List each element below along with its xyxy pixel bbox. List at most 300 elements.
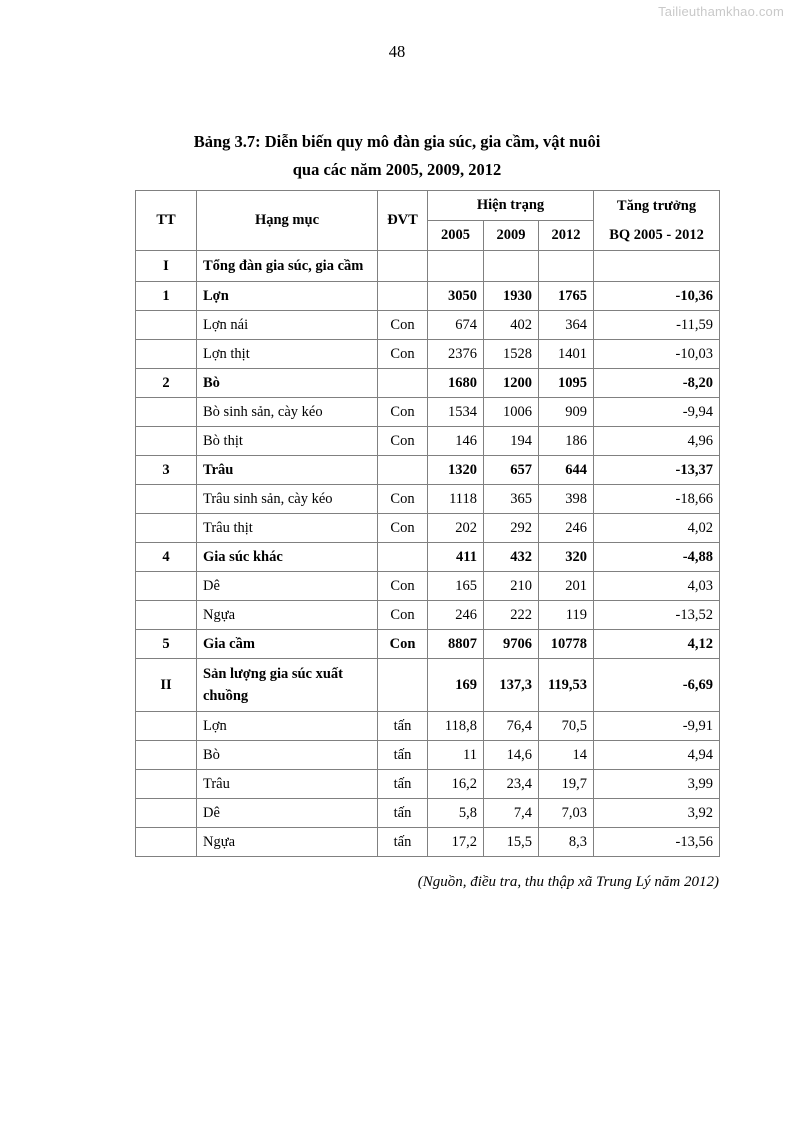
- cell-y2009-text: 402: [510, 317, 532, 333]
- cell-y2012-text: 7,03: [561, 805, 588, 821]
- cell-growth: [594, 572, 720, 601]
- cell-y2012-text: [539, 262, 593, 270]
- cell-y2009: [484, 659, 539, 712]
- cell-tt: [136, 427, 197, 456]
- cell-item: [197, 398, 378, 427]
- cell-growth-text: 4,03: [687, 578, 714, 594]
- cell-y2005-text: 146: [455, 433, 477, 449]
- table-row: [136, 601, 720, 630]
- livestock-table-container: [135, 190, 719, 857]
- cell-y2009-text: 137,3: [499, 677, 532, 693]
- cell-growth: [594, 340, 720, 369]
- cell-dvt: [378, 485, 428, 514]
- cell-y2005-text: 202: [455, 520, 477, 536]
- cell-growth-text: [594, 262, 719, 270]
- cell-y2012: [539, 282, 594, 311]
- cell-tt-text: [136, 524, 196, 532]
- cell-tt-text: [136, 321, 196, 329]
- cell-item-text: Sản lượng gia súc xuất chuồng: [203, 666, 344, 704]
- table-row: [136, 251, 720, 282]
- cell-growth-text: -11,59: [676, 317, 714, 333]
- cell-item-text: Gia súc khác: [203, 549, 283, 565]
- table-row: [136, 572, 720, 601]
- cell-y2012-text: 186: [565, 433, 588, 449]
- cell-tt: [136, 543, 197, 572]
- cell-y2009-text: 432: [510, 549, 532, 565]
- cell-dvt-text: tấn: [393, 776, 412, 792]
- cell-y2005-text: 3050: [448, 288, 477, 304]
- cell-dvt: [378, 630, 428, 659]
- cell-growth-text: -13,56: [675, 834, 714, 850]
- cell-dvt-text: tấn: [393, 834, 412, 850]
- cell-dvt-text: [378, 681, 427, 689]
- cell-y2009-text: 1006: [503, 404, 532, 420]
- cell-y2009-text: [484, 262, 538, 270]
- cell-y2009-text: 9706: [503, 636, 532, 652]
- table-row: [136, 282, 720, 311]
- cell-growth-text: -8,20: [682, 375, 714, 391]
- cell-growth: [594, 741, 720, 770]
- cell-dvt-text: tấn: [393, 718, 412, 734]
- table-row: [136, 712, 720, 741]
- cell-y2009: [484, 251, 539, 282]
- cell-growth-text: 4,94: [687, 747, 714, 763]
- cell-y2012: [539, 741, 594, 770]
- cell-y2012-text: 364: [565, 317, 588, 333]
- cell-y2009: [484, 369, 539, 398]
- cell-item: [197, 601, 378, 630]
- cell-tt-text: [136, 751, 196, 759]
- table-row: [136, 741, 720, 770]
- cell-y2012: [539, 514, 594, 543]
- cell-y2005: [428, 485, 484, 514]
- cell-item-text: Dê: [203, 805, 220, 821]
- cell-y2012-text: 201: [565, 578, 588, 594]
- cell-y2005: [428, 572, 484, 601]
- cell-y2005: [428, 741, 484, 770]
- table-row: [136, 514, 720, 543]
- cell-y2009: [484, 799, 539, 828]
- cell-y2005: [428, 799, 484, 828]
- cell-growth-text: -9,94: [682, 404, 714, 420]
- cell-dvt: [378, 311, 428, 340]
- cell-y2005: [428, 427, 484, 456]
- cell-dvt: [378, 770, 428, 799]
- cell-dvt-text: Con: [390, 317, 415, 333]
- cell-dvt: [378, 398, 428, 427]
- cell-dvt: [378, 282, 428, 311]
- cell-growth: [594, 770, 720, 799]
- cell-y2012-text: 909: [565, 404, 588, 420]
- cell-y2005: [428, 828, 484, 857]
- cell-y2005-text: 16,2: [451, 776, 477, 792]
- cell-item: [197, 659, 378, 712]
- cell-item-text: Trâu sinh sản, cày kéo: [203, 491, 333, 507]
- cell-y2005-text: 1320: [448, 462, 477, 478]
- cell-y2012-text: 644: [565, 462, 588, 478]
- header-growth-line-1: Tăng trưởng: [616, 197, 697, 214]
- cell-growth-text: -18,66: [675, 491, 714, 507]
- cell-y2005-text: 169: [455, 677, 477, 693]
- cell-y2009: [484, 601, 539, 630]
- cell-dvt: [378, 251, 428, 282]
- cell-y2005-text: 1680: [448, 375, 477, 391]
- site-watermark: Tailieuthamkhao.com: [658, 4, 784, 19]
- header-growth-line-2: BQ 2005 - 2012: [609, 226, 704, 243]
- cell-y2009-text: 7,4: [513, 805, 532, 821]
- cell-y2009: [484, 311, 539, 340]
- cell-growth: [594, 282, 720, 311]
- cell-dvt-text: Con: [390, 578, 415, 594]
- cell-y2012: [539, 543, 594, 572]
- cell-y2009: [484, 712, 539, 741]
- cell-tt: [136, 485, 197, 514]
- cell-growth-text: -10,03: [675, 346, 714, 362]
- cell-tt: [136, 799, 197, 828]
- cell-tt-text: [136, 582, 196, 590]
- table-row: [136, 770, 720, 799]
- cell-dvt-text: Con: [390, 433, 415, 449]
- cell-growth-text: -9,91: [682, 718, 714, 734]
- cell-tt: [136, 369, 197, 398]
- header-tt-label: TT: [156, 212, 176, 228]
- cell-y2005-text: 1118: [449, 491, 477, 507]
- cell-y2005-text: 5,8: [458, 805, 477, 821]
- cell-tt-text: 4: [162, 549, 170, 565]
- cell-item: [197, 456, 378, 485]
- cell-y2005: [428, 311, 484, 340]
- cell-growth-text: 4,02: [687, 520, 714, 536]
- cell-growth-text: -13,37: [675, 462, 714, 478]
- cell-dvt-text: tấn: [393, 805, 412, 821]
- cell-item: [197, 543, 378, 572]
- cell-y2005: [428, 712, 484, 741]
- table-title-line-1: Bảng 3.7: Diễn biến quy mô đàn gia súc, gia cầm, vật nuôi: [193, 132, 601, 151]
- cell-dvt-text: Con: [390, 520, 415, 536]
- table-row: [136, 369, 720, 398]
- cell-growth: [594, 659, 720, 712]
- cell-item-text: Bò sinh sản, cày kéo: [203, 404, 323, 420]
- cell-tt-text: 5: [162, 636, 170, 652]
- cell-item: [197, 485, 378, 514]
- table-header-row-1: [136, 191, 720, 221]
- cell-y2005-text: 2376: [448, 346, 477, 362]
- table-body: [136, 251, 720, 857]
- cell-growth: [594, 398, 720, 427]
- cell-y2009-text: 15,5: [506, 834, 532, 850]
- cell-growth: [594, 712, 720, 741]
- table-row: [136, 340, 720, 369]
- cell-dvt: [378, 828, 428, 857]
- cell-y2009: [484, 485, 539, 514]
- header-year-2012-label: 2012: [551, 227, 581, 243]
- cell-y2012-text: 119,53: [547, 677, 588, 693]
- cell-y2005: [428, 770, 484, 799]
- cell-item-text: Bò: [203, 747, 220, 763]
- cell-item-text: Lợn: [203, 718, 227, 734]
- table-row: [136, 456, 720, 485]
- cell-tt-text: [136, 408, 196, 416]
- cell-tt-text: 3: [162, 462, 170, 478]
- cell-y2012-text: 14: [572, 747, 588, 763]
- cell-item-text: Trâu thịt: [203, 520, 253, 536]
- cell-growth-text: 4,96: [687, 433, 714, 449]
- cell-y2009-text: 1930: [503, 288, 532, 304]
- cell-y2012: [539, 712, 594, 741]
- cell-tt: [136, 712, 197, 741]
- cell-y2009-text: 1528: [503, 346, 532, 362]
- cell-tt-text: [136, 809, 196, 817]
- cell-y2012-text: 1765: [558, 288, 588, 304]
- cell-y2012-text: 19,7: [561, 776, 588, 792]
- cell-tt-text: II: [160, 677, 172, 693]
- cell-dvt: [378, 601, 428, 630]
- cell-y2005: [428, 398, 484, 427]
- header-year-2009-label: 2009: [496, 227, 526, 243]
- cell-y2005: [428, 514, 484, 543]
- cell-y2012: [539, 427, 594, 456]
- cell-item-text: Bò thịt: [203, 433, 243, 449]
- page-number: 48: [388, 42, 406, 61]
- cell-dvt: [378, 456, 428, 485]
- cell-tt: [136, 456, 197, 485]
- cell-growth: [594, 369, 720, 398]
- cell-item: [197, 712, 378, 741]
- cell-item: [197, 514, 378, 543]
- cell-item: [197, 282, 378, 311]
- cell-y2005-text: 1534: [448, 404, 477, 420]
- cell-growth-text: -10,36: [675, 288, 714, 304]
- cell-tt: [136, 282, 197, 311]
- cell-growth-text: -4,88: [682, 549, 714, 565]
- header-status-group-label: Hiện trạng: [476, 197, 545, 213]
- cell-item: [197, 251, 378, 282]
- cell-growth-text: -13,52: [675, 607, 714, 623]
- cell-y2009: [484, 427, 539, 456]
- cell-item-text: Gia cầm: [203, 636, 255, 652]
- table-row: [136, 543, 720, 572]
- cell-tt-text: [136, 437, 196, 445]
- cell-y2012: [539, 770, 594, 799]
- cell-y2005-text: 411: [456, 549, 477, 565]
- cell-growth-text: -6,69: [682, 677, 714, 693]
- cell-tt: [136, 340, 197, 369]
- cell-y2009: [484, 282, 539, 311]
- cell-tt-text: [136, 722, 196, 730]
- cell-y2009-text: 76,4: [506, 718, 532, 734]
- cell-tt: [136, 398, 197, 427]
- cell-y2012: [539, 799, 594, 828]
- cell-tt: [136, 311, 197, 340]
- cell-y2012: [539, 485, 594, 514]
- cell-tt-text: 1: [162, 288, 170, 304]
- cell-y2005: [428, 282, 484, 311]
- cell-y2009: [484, 456, 539, 485]
- table-row: [136, 828, 720, 857]
- cell-dvt: [378, 427, 428, 456]
- cell-dvt-text: Con: [390, 491, 415, 507]
- cell-item: [197, 369, 378, 398]
- cell-dvt-text: Con: [390, 346, 415, 362]
- cell-y2012-text: 119: [565, 607, 588, 623]
- header-status-group: [428, 191, 594, 221]
- header-dvt-label: ĐVT: [387, 212, 418, 228]
- header-dvt: [378, 191, 428, 251]
- cell-y2012: [539, 630, 594, 659]
- cell-item-text: Trâu: [203, 462, 234, 478]
- cell-dvt: [378, 572, 428, 601]
- cell-item: [197, 741, 378, 770]
- cell-growth: [594, 828, 720, 857]
- cell-y2012: [539, 340, 594, 369]
- cell-tt: [136, 601, 197, 630]
- cell-dvt: [378, 659, 428, 712]
- cell-y2012: [539, 601, 594, 630]
- cell-item: [197, 770, 378, 799]
- cell-dvt-text: tấn: [393, 747, 412, 763]
- table-row: [136, 311, 720, 340]
- table-title: [0, 128, 794, 184]
- cell-y2012: [539, 659, 594, 712]
- cell-y2009-text: 292: [510, 520, 532, 536]
- cell-dvt: [378, 741, 428, 770]
- cell-tt-text: I: [163, 258, 169, 274]
- cell-y2012: [539, 828, 594, 857]
- cell-growth-text: 3,92: [687, 805, 714, 821]
- header-growth: [594, 191, 720, 251]
- cell-dvt-text: Con: [390, 404, 415, 420]
- cell-tt: [136, 741, 197, 770]
- cell-y2009-text: 1200: [503, 375, 532, 391]
- cell-y2012: [539, 398, 594, 427]
- cell-y2005: [428, 630, 484, 659]
- cell-y2009-text: 222: [510, 607, 532, 623]
- header-year-2009: [484, 221, 539, 251]
- cell-growth: [594, 456, 720, 485]
- cell-dvt: [378, 369, 428, 398]
- cell-tt: [136, 514, 197, 543]
- source-note: (Nguồn, điều tra, thu thập xã Trung Lý năm 2012): [417, 874, 719, 890]
- cell-dvt-text: [378, 553, 427, 561]
- cell-growth: [594, 601, 720, 630]
- cell-item-text: Bò: [203, 375, 220, 391]
- cell-dvt-text: [378, 262, 427, 270]
- table-row: [136, 427, 720, 456]
- cell-item: [197, 311, 378, 340]
- cell-tt: [136, 630, 197, 659]
- cell-growth: [594, 485, 720, 514]
- cell-dvt: [378, 712, 428, 741]
- cell-y2012: [539, 456, 594, 485]
- cell-tt-text: [136, 350, 196, 358]
- cell-growth: [594, 251, 720, 282]
- cell-item: [197, 799, 378, 828]
- table-row: [136, 398, 720, 427]
- cell-growth: [594, 630, 720, 659]
- table-row: [136, 630, 720, 659]
- cell-item: [197, 427, 378, 456]
- cell-dvt: [378, 340, 428, 369]
- livestock-table: [135, 190, 720, 857]
- cell-tt-text: [136, 838, 196, 846]
- cell-y2005-text: 246: [455, 607, 477, 623]
- cell-y2009: [484, 572, 539, 601]
- cell-y2009: [484, 514, 539, 543]
- cell-y2012-text: 320: [565, 549, 588, 565]
- cell-y2009: [484, 543, 539, 572]
- cell-dvt-text: Con: [389, 636, 416, 652]
- cell-tt: [136, 828, 197, 857]
- table-row: [136, 799, 720, 828]
- table-row: [136, 659, 720, 712]
- cell-item-text: Lợn: [203, 288, 229, 304]
- cell-y2009-text: 14,6: [506, 747, 532, 763]
- cell-y2005-text: 674: [455, 317, 477, 333]
- cell-y2005: [428, 659, 484, 712]
- cell-y2005-text: 8807: [448, 636, 477, 652]
- table-header: [136, 191, 720, 251]
- cell-item-text: Lợn nái: [203, 317, 249, 333]
- cell-tt: [136, 572, 197, 601]
- cell-y2012-text: 70,5: [561, 718, 588, 734]
- cell-y2005: [428, 340, 484, 369]
- cell-y2009: [484, 741, 539, 770]
- cell-y2012: [539, 251, 594, 282]
- cell-y2005-text: 17,2: [451, 834, 477, 850]
- cell-item-text: Trâu: [203, 776, 230, 792]
- cell-tt-text: [136, 611, 196, 619]
- cell-tt-text: 2: [162, 375, 170, 391]
- header-year-2012: [539, 221, 594, 251]
- cell-y2005-text: 165: [455, 578, 477, 594]
- cell-y2012-text: 398: [565, 491, 588, 507]
- cell-y2012-text: 8,3: [568, 834, 588, 850]
- cell-item: [197, 828, 378, 857]
- cell-y2005: [428, 369, 484, 398]
- header-year-2005-label: 2005: [441, 227, 470, 243]
- cell-y2009-text: 23,4: [506, 776, 532, 792]
- cell-dvt: [378, 799, 428, 828]
- cell-tt: [136, 770, 197, 799]
- cell-y2009: [484, 340, 539, 369]
- cell-y2005-text: 11: [463, 747, 477, 763]
- cell-y2009: [484, 828, 539, 857]
- cell-y2005-text: 118,8: [444, 718, 477, 734]
- cell-item-text: Tổng đàn gia súc, gia cầm: [203, 258, 364, 274]
- table-row: [136, 485, 720, 514]
- cell-y2009: [484, 770, 539, 799]
- header-item: [197, 191, 378, 251]
- cell-y2012-text: 10778: [550, 636, 588, 652]
- cell-growth: [594, 514, 720, 543]
- cell-dvt-text: [378, 466, 427, 474]
- cell-growth-text: 3,99: [687, 776, 714, 792]
- cell-dvt-text: [378, 379, 427, 387]
- cell-y2009-text: 365: [510, 491, 532, 507]
- header-item-label: Hạng mục: [254, 212, 320, 228]
- cell-y2005-text: [428, 262, 483, 270]
- table-title-line-2: qua các năm 2005, 2009, 2012: [292, 160, 502, 179]
- header-year-2005: [428, 221, 484, 251]
- cell-item: [197, 630, 378, 659]
- cell-y2005: [428, 456, 484, 485]
- cell-dvt-text: [378, 292, 427, 300]
- cell-y2009: [484, 398, 539, 427]
- cell-tt-text: [136, 495, 196, 503]
- cell-y2012-text: 1401: [558, 346, 588, 362]
- cell-growth: [594, 799, 720, 828]
- cell-y2012: [539, 311, 594, 340]
